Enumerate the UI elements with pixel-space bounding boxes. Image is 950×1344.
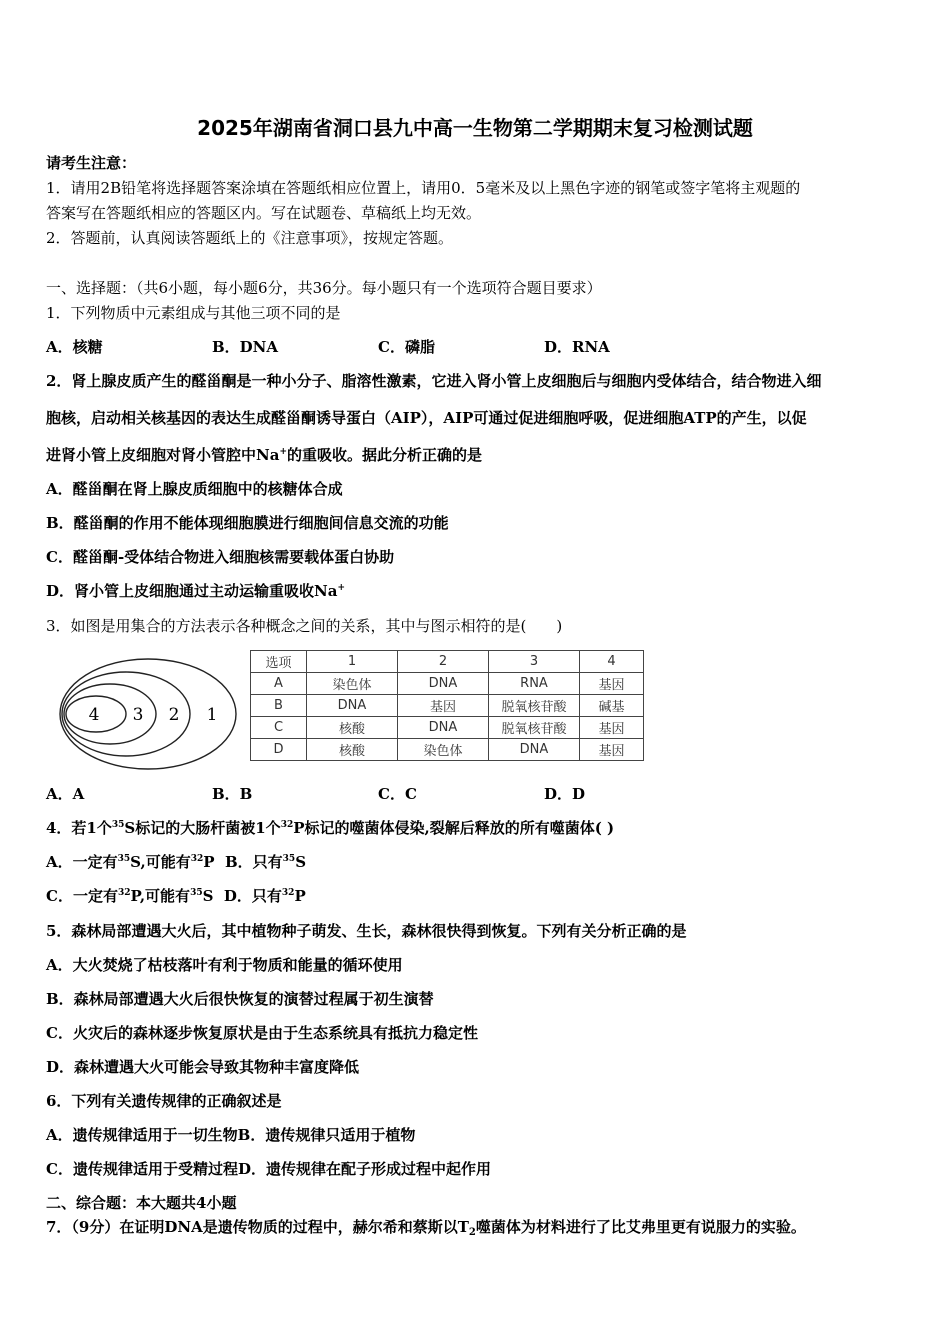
- question-4-stem: 4．若1个$^{35}$S标记的大肠杆菌被1个$^{32}$P标记的噬菌体侵染,裂解后释放的所有噬菌体( ): [46, 819, 615, 837]
- notice-line-2: 答案写在答题纸相应的答题区内。写在试题卷、草稿纸上均无效。: [46, 204, 482, 222]
- section-1-heading: 一、选择题：（共6小题，每小题6分，共36分。每小题只有一个选项符合题目要求）: [46, 279, 602, 297]
- question-6-options-row-1: [46, 1124, 415, 1145]
- table-row: [251, 717, 644, 739]
- q6-option-b[interactable]: B．遗传规律只适用于植物: [237, 1126, 416, 1144]
- table-header-row: [251, 651, 644, 673]
- table-cell: RNA: [489, 673, 580, 695]
- table-cell: 基因: [580, 739, 644, 761]
- table-cell: B: [251, 695, 307, 717]
- question-6-stem: 6．下列有关遗传规律的正确叙述是: [46, 1092, 282, 1110]
- table-cell: D: [251, 739, 307, 761]
- q4-option-b[interactable]: B．只有$^{35}$S: [224, 853, 307, 871]
- question-5-stem: 5．森林局部遭遇大火后，其中植物种子萌发、生长，森林很快得到恢复。下列有关分析正确的是: [46, 922, 687, 940]
- notice-line-3: 2．答题前，认真阅读答题纸上的《注意事项》，按规定答题。: [46, 229, 454, 247]
- venn-label-1: 1: [206, 705, 218, 725]
- table-cell: 核酸: [307, 739, 398, 761]
- q3-option-a[interactable]: A．A: [46, 785, 85, 803]
- q5-option-b[interactable]: B．森林局部遭遇大火后很快恢复的演替过程属于初生演替: [46, 990, 434, 1008]
- question-1-options: [46, 336, 610, 357]
- venn-label-2: 2: [168, 705, 180, 725]
- q5-option-a[interactable]: A．大火焚烧了枯枝落叶有利于物质和能量的循环使用: [46, 956, 403, 974]
- q3-option-c[interactable]: C．C: [378, 785, 417, 803]
- q2-option-b[interactable]: B．醛甾酮的作用不能体现细胞膜进行细胞间信息交流的功能: [46, 514, 449, 532]
- table-cell: A: [251, 673, 307, 695]
- question-6-options-row-2: [46, 1158, 491, 1179]
- table-cell: 碱基: [580, 695, 644, 717]
- q1-option-b[interactable]: B．DNA: [212, 338, 279, 356]
- table-cell: C: [251, 717, 307, 739]
- q5-option-c[interactable]: C．火灾后的森林逐步恢复原状是由于生态系统具有抵抗力稳定性: [46, 1024, 478, 1042]
- question-1-stem: 1．下列物质中元素组成与其他三项不同的是: [46, 304, 341, 322]
- q4-option-a[interactable]: A．一定有$^{35}$S,可能有$^{32}$P: [46, 853, 215, 871]
- table-header-cell: 3: [489, 651, 580, 673]
- table-header-cell: 1: [307, 651, 398, 673]
- q2-option-a[interactable]: A．醛甾酮在肾上腺皮质细胞中的核糖体合成: [46, 480, 343, 498]
- options-table: [250, 650, 644, 761]
- question-4-options-row-2: [46, 885, 306, 906]
- table-cell: 染色体: [307, 673, 398, 695]
- table-cell: DNA: [307, 695, 398, 717]
- table-cell: 脱氧核苷酸: [489, 717, 580, 739]
- table-cell: 基因: [580, 673, 644, 695]
- table-row: [251, 695, 644, 717]
- notice-line-1: 1．请用2B铅笔将选择题答案涂填在答题纸相应位置上，请用0．5毫米及以上黑色字迹的钢笔或签字笔将主观题的: [46, 179, 801, 197]
- q3-option-d[interactable]: D．D: [544, 785, 586, 803]
- table-header-cell: 2: [398, 651, 489, 673]
- question-2-line-2: 胞核，启动相关核基因的表达生成醛甾酮诱导蛋白（AIP），AIP可通过促进细胞呼吸，促进细胞ATP的产生，以促: [46, 409, 807, 427]
- question-3-stem: 3．如图是用集合的方法表示各种概念之间的关系，其中与图示相符的是( ): [46, 617, 563, 635]
- table-cell: DNA: [398, 673, 489, 695]
- q6-option-c[interactable]: C．遗传规律适用于受精过程: [46, 1160, 238, 1178]
- notice-heading: 请考生注意：: [46, 154, 137, 172]
- q6-option-d[interactable]: D．遗传规律在配子形成过程中起作用: [237, 1160, 491, 1178]
- venn-label-4: 4: [88, 705, 100, 725]
- table-header-cell: 4: [580, 651, 644, 673]
- page-title: 2025年湖南省洞口县九中高一生物第二学期期末复习检测试题: [197, 116, 753, 140]
- question-7-stem: 7．（9分）在证明DNA是遗传物质的过程中，赫尔希和蔡斯以$T_2$噬菌体为材料进行了比艾弗里更有说服力的实验。: [46, 1218, 806, 1238]
- table-cell: DNA: [398, 717, 489, 739]
- venn-diagram: [58, 656, 238, 772]
- question-4-options-row-1: [46, 851, 306, 872]
- question-2-line-1: 2．肾上腺皮质产生的醛甾酮是一种小分子、脂溶性激素，它进入肾小管上皮细胞后与细胞内受体结合，结合物进入细: [46, 372, 822, 390]
- table-cell: DNA: [489, 739, 580, 761]
- table-cell: 核酸: [307, 717, 398, 739]
- q1-option-a[interactable]: A．核糖: [46, 338, 103, 356]
- table-header-cell: 选项: [251, 651, 307, 673]
- section-2-heading: 二、综合题：本大题共4小题: [46, 1194, 237, 1212]
- table-cell: 脱氧核苷酸: [489, 695, 580, 717]
- table-cell: 基因: [580, 717, 644, 739]
- q4-option-d[interactable]: D．只有$^{32}$P: [223, 887, 306, 905]
- table-row: [251, 739, 644, 761]
- table-cell: 染色体: [398, 739, 489, 761]
- q1-option-d[interactable]: D．RNA: [544, 338, 610, 356]
- venn-label-3: 3: [132, 705, 144, 725]
- table-row: [251, 673, 644, 695]
- q1-option-c[interactable]: C．磷脂: [378, 338, 435, 356]
- q2-option-c[interactable]: C．醛甾酮-受体结合物进入细胞核需要载体蛋白协助: [46, 548, 395, 566]
- table-cell: 基因: [398, 695, 489, 717]
- q4-option-c[interactable]: C．一定有$^{32}$P,可能有$^{35}$S: [46, 887, 214, 905]
- question-3-options: [46, 783, 585, 804]
- q3-option-b[interactable]: B．B: [212, 785, 253, 803]
- q5-option-d[interactable]: D．森林遭遇大火可能会导致其物种丰富度降低: [46, 1058, 360, 1076]
- q2-option-d[interactable]: D．肾小管上皮细胞通过主动运输重吸收Na+: [46, 582, 345, 600]
- q6-option-a[interactable]: A．遗传规律适用于一切生物: [46, 1126, 238, 1144]
- question-2-line-3: 进肾小管上皮细胞对肾小管腔中Na+的重吸收。据此分析正确的是: [46, 446, 482, 464]
